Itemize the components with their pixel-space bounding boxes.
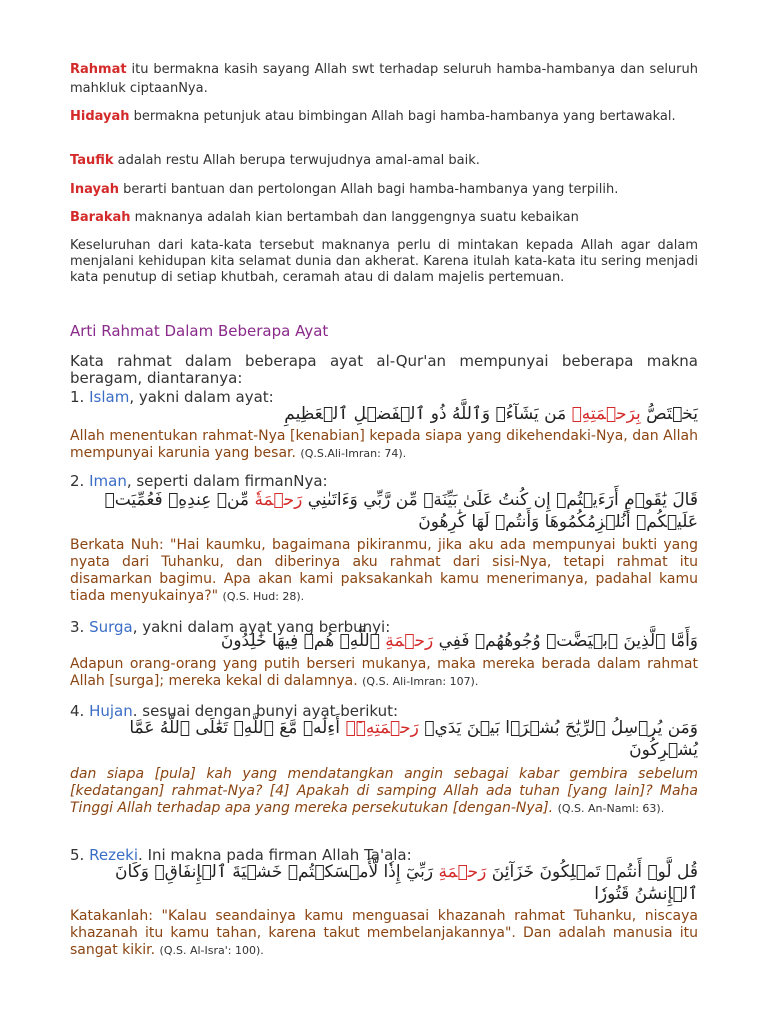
item-number: 4. — [70, 702, 90, 720]
section-heading: Arti Rahmat Dalam Beberapa Ayat — [70, 322, 329, 340]
arabic-text: ٱللَّهِۖ هُمۡ فِيهَا خَٰلِدُونَ — [220, 631, 386, 651]
verse-reference: (Q.S. Al-Isra': 100). — [159, 944, 264, 957]
item-title-rest: , yakni dalam ayat yang berbunyi: — [132, 618, 391, 636]
definition-text: bermakna petunjuk atau bimbingan Allah bagi hamba-hambanya yang bertawakal. — [129, 109, 676, 124]
arabic-verse-2 — [70, 489, 698, 533]
item-number: 5. — [70, 846, 90, 864]
translation-4 — [70, 766, 698, 817]
definition-text: berarti bantuan dan pertolongan Allah bagi hamba-hambanya yang terpilih. — [118, 182, 619, 197]
arabic-text: وَأَمَّا ٱلَّذِينَ ٱبۡيَضَّتۡ وُجُوهُهُمۡ فَفِي — [433, 631, 698, 651]
item-title-rest: , seperti dalam firmanNya: — [126, 472, 328, 490]
definition-hidayah — [70, 107, 698, 126]
translation-1 — [70, 428, 698, 462]
term-taufik: Taufik — [70, 153, 114, 168]
translation-2 — [70, 537, 698, 605]
arabic-text: قَالَ يَٰقَوۡمِ أَرَءَيۡتُمۡ إِن كُنتُ عَلَىٰ بَيِّنَةٖ مِّن رَّبِّي وَءَاتَىٰنِي — [302, 490, 698, 510]
arabic-text: يَخۡتَصُّ — [640, 404, 698, 424]
arabic-highlight: رَحۡمَتِهِۦٓۗ — [345, 718, 419, 738]
arabic-verse-1 — [70, 403, 698, 425]
translation-text: Adapun orang-orang yang putih berseri mukanya, maka mereka berada dalam rahmat Allah [surga]; mereka kekal di dalamnya. — [70, 656, 698, 689]
keyword-surga: Surga — [89, 618, 133, 636]
translation-text: Berkata Nuh: "Hai kaumku, bagaimana pikiranmu, jika aku ada mempunyai bukti yang nyata dari Tuhanku, dan diberinya aku rahmat dari sisi-Nya, tetapi rahmat itu disamarkan bagimu. Apa akan kami paksakankah kamu menerimanya, padahal kamu tiada menyukainya?" — [70, 537, 698, 604]
translation-text: dan siapa [pula] kah yang mendatangkan angin sebagai kabar gembira sebelum [kedatangan] rahmat-Nya? [4] Apakah di samping Allah ada tuhan [yang lain]? Maha Tinggi Allah terhadap apa yang mereka persekutukan [dengan-Nya]. — [70, 766, 698, 816]
arabic-text: أَءِلَٰهٞ مَّعَ ٱللَّهِۚ تَعَٰلَى ٱللَّهُ عَمَّا يُشۡرِكُونَ — [129, 718, 698, 760]
arabic-highlight: رَحۡمَةِ — [438, 862, 487, 882]
keyword-rezeki: Rezeki — [89, 846, 139, 864]
definition-inayah — [70, 180, 698, 199]
arabic-highlight: رَحۡمَةٗ — [254, 490, 303, 510]
arabic-text: قُل لَّوۡ أَنتُمۡ تَمۡلِكُونَ خَزَآئِنَ — [486, 862, 698, 882]
arabic-text: مِّنۡ عِندِهِۦ فَعُمِّيَتۡ عَلَيۡكُمۡ أَنُلۡزِمُكُمُوهَا وَأَنتُمۡ لَهَا كَٰرِهُونَ — [104, 490, 698, 532]
definition-text: maknanya adalah kian bertambah dan langgengnya suatu kebaikan — [130, 210, 579, 225]
item-title-rest: . Ini makna pada firman Allah Ta'ala: — [138, 846, 412, 864]
verse-reference: (Q.S. Ali-Imran: 107). — [362, 675, 479, 688]
definition-text: adalah restu Allah berupa terwujudnya amal-amal baik. — [113, 153, 480, 168]
arabic-verse-4 — [70, 717, 698, 761]
item-title-rest: , yakni dalam ayat: — [129, 388, 274, 406]
item-title-iman — [70, 473, 328, 490]
arabic-text: رَبِّيٓ إِذٗا لَّأَمۡسَكۡتُمۡ خَشۡيَةَ ٱلۡإِنفَاقِۚ وَكَانَ ٱلۡإِنسَٰنُ قَتُورٗا — [115, 862, 698, 904]
translation-5 — [70, 908, 698, 959]
definition-barakah — [70, 208, 698, 227]
keyword-iman: Iman — [89, 472, 127, 490]
translation-text: Allah menentukan rahmat-Nya [kenabian] kepada siapa yang dikehendaki-Nya, dan Allah mempunyai karunia yang besar. — [70, 428, 698, 461]
term-barakah: Barakah — [70, 210, 131, 225]
keyword-hujan: Hujan — [89, 702, 133, 720]
arabic-verse-5 — [70, 861, 698, 905]
arabic-highlight: رَحۡمَةِ — [385, 631, 434, 651]
arabic-verse-3 — [70, 630, 698, 652]
verse-reference: (Q.S. An-Naml: 63). — [557, 802, 665, 815]
definition-rahmat — [70, 60, 698, 98]
translation-3 — [70, 656, 698, 690]
arabic-text: وَمَن يُرۡسِلُ ٱلرِّيَٰحَ بُشۡرَۢا بَيۡنَ يَدَيۡ — [418, 718, 698, 738]
arabic-text: مَن يَشَآءُۗ وَٱللَّهُ ذُو ٱلۡفَضۡلِ ٱلۡعَظِيمِ — [284, 404, 572, 424]
item-title-rest: . sesuai dengan bunyi ayat berikut: — [132, 702, 399, 720]
item-number: 1. — [70, 388, 90, 406]
verse-reference: (Q.S.Ali-Imran: 74). — [300, 447, 407, 460]
verse-reference: (Q.S. Hud: 28). — [222, 590, 305, 603]
summary-paragraph: Keseluruhan dari kata-kata tersebut maknanya perlu di mintakan kepada Allah agar dalam menjalani kehidupan kita selamat dunia dan akherat. Karena itulah kata-kata itu sering menjadi kata penutup di setiap khutbah, ceramah atau di dalam majelis pertemuan. — [70, 238, 698, 285]
term-rahmat: Rahmat — [70, 62, 127, 77]
keyword-islam: Islam — [89, 388, 130, 406]
translation-text: Katakanlah: "Kalau seandainya kamu menguasai khazanah rahmat Tuhanku, niscaya khazanah itu kamu tahan, karena takut membelanjakannya". Dan adalah manusia itu sangat kikir. — [70, 908, 698, 958]
definition-taufik — [70, 151, 698, 170]
item-number: 3. — [70, 618, 90, 636]
arabic-highlight: بِرَحۡمَتِهِۦ — [571, 404, 641, 424]
term-hidayah: Hidayah — [70, 109, 130, 124]
definition-text: itu bermakna kasih sayang Allah swt terhadap seluruh hamba-hambanya dan seluruh mahkluk ciptaanNya. — [70, 62, 698, 96]
item-number: 2. — [70, 472, 90, 490]
section-intro: Kata rahmat dalam beberapa ayat al-Qur'an mempunyai beberapa makna beragam, diantaranya: — [70, 352, 698, 387]
term-inayah: Inayah — [70, 182, 119, 197]
